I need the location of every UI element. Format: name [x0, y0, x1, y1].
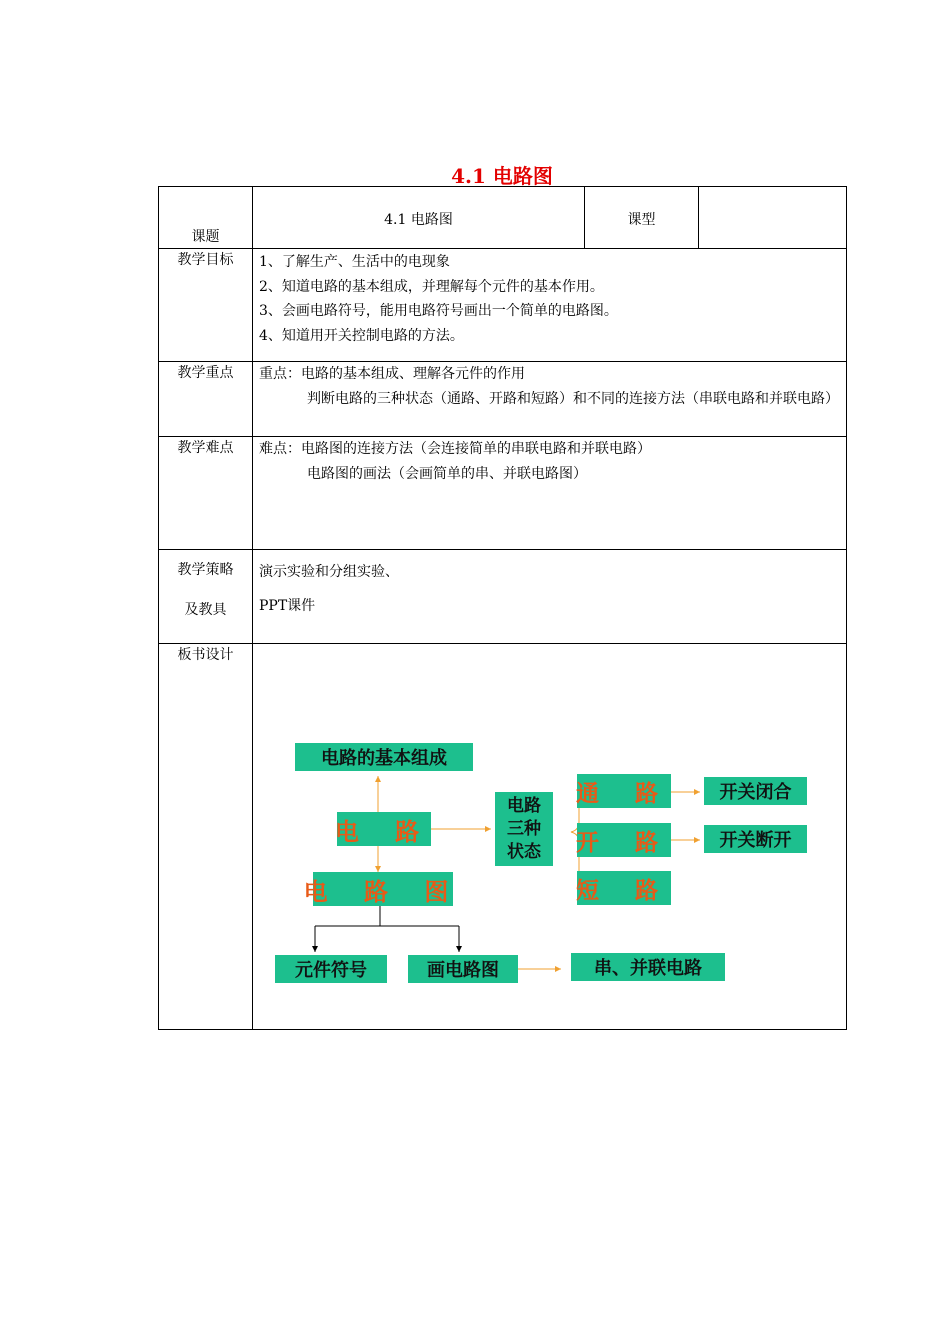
strategy-line-1: 演示实验和分组实验、	[259, 564, 399, 580]
document-title: 4.1 电路图	[451, 164, 553, 188]
box-three-states	[495, 792, 553, 866]
label-difficult-text: 教学难点	[177, 440, 234, 456]
label-topic-text: 课题	[191, 229, 220, 245]
box-switch-closed: 开关闭合	[704, 777, 807, 805]
states-line-2: 三种	[507, 818, 541, 839]
box-circuit: 电 路	[337, 812, 431, 846]
box-open-path: 通 路	[577, 774, 671, 808]
label-key-text: 教学重点	[177, 365, 234, 381]
box-component-symbols: 元件符号	[275, 955, 387, 983]
box-open-circuit: 开 路	[577, 823, 671, 857]
goal-item: 4、知道用开关控制电路的方法。	[259, 327, 464, 344]
board-diagram	[253, 644, 846, 1029]
lesson-plan-table	[158, 186, 847, 1030]
label-goals-text: 教学目标	[177, 252, 234, 268]
states-line-1: 电路	[507, 795, 541, 816]
label-type	[585, 187, 699, 249]
box-short-circuit: 短 路	[577, 871, 671, 905]
strategy-content	[253, 550, 847, 644]
box-basic-composition: 电路的基本组成	[295, 743, 473, 771]
goal-item: 3、会画电路符号，能用电路符号画出一个简单的电路图。	[259, 303, 618, 319]
topic-value-text: 4.1 电路图	[384, 212, 453, 228]
label-type-text: 课型	[627, 212, 656, 228]
difficult-content	[253, 437, 847, 550]
goal-item: 1、了解生产、生活中的电现象	[259, 254, 450, 270]
topic-value	[253, 187, 585, 249]
label-topic	[159, 187, 253, 249]
label-strategy-line-1: 教学策略	[177, 562, 234, 578]
type-value	[699, 187, 847, 249]
difficult-line-2: 电路图的画法（会画简单的串、并联电路图）	[307, 465, 587, 482]
label-strategy-line-2: 及教具	[184, 602, 227, 618]
states-line-3: 状态	[507, 841, 541, 862]
difficult-line-1: 难点：电路图的连接方法（会连接简单的串联电路和并联电路）	[259, 441, 651, 457]
goals-content	[253, 249, 847, 362]
strategy-line-2: PPT课件	[259, 598, 316, 614]
label-board	[159, 644, 253, 1030]
board-content	[253, 644, 847, 1030]
key-content	[253, 362, 847, 437]
label-goals	[159, 249, 253, 362]
key-line-1: 重点：电路的基本组成、理解各元件的作用	[259, 366, 525, 382]
label-strategy	[159, 550, 253, 644]
box-switch-open: 开关断开	[704, 825, 807, 853]
box-draw-diagram: 画电路图	[408, 955, 518, 983]
box-series-parallel: 串、并联电路	[571, 953, 725, 981]
label-board-text: 板书设计	[177, 647, 234, 663]
key-line-2: 判断电路的三种状态（通路、开路和短路）和不同的连接方法（串联电路和并联电路）	[307, 390, 839, 407]
label-difficult	[159, 437, 253, 550]
label-key	[159, 362, 253, 437]
box-circuit-diagram: 电 路 图	[313, 872, 453, 906]
goal-item: 2、知道电路的基本组成，并理解每个元件的基本作用。	[259, 278, 604, 295]
